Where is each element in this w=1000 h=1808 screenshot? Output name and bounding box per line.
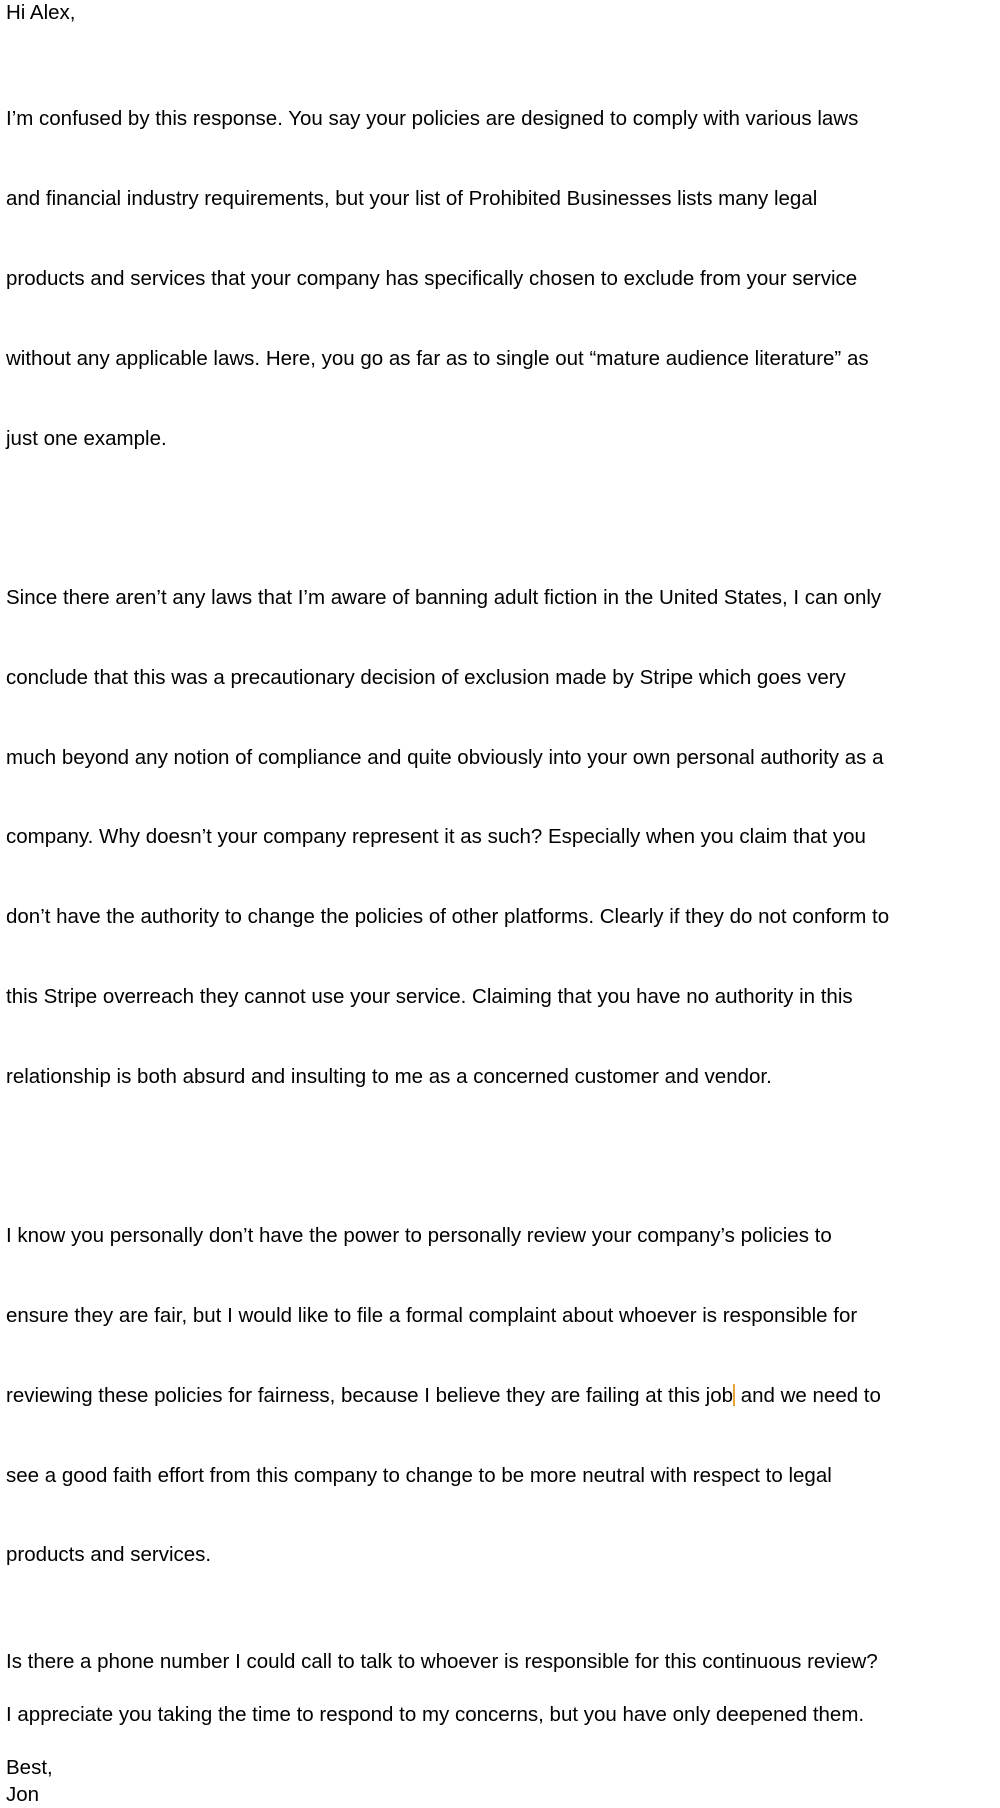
blank-line: [6, 1622, 996, 1649]
paragraph-3-line: I know you personally don’t have the power to personally review your company’s policies to: [6, 1224, 832, 1248]
blank-line: [6, 1144, 996, 1171]
paragraph-4: Is there a phone number I could call to talk to whoever is responsible for this continuous review?: [6, 1649, 878, 1673]
paragraph-1: [6, 53, 996, 505]
email-body-editor[interactable]: [6, 0, 996, 1808]
blank-line: [6, 27, 996, 54]
paragraph-1-line: products and services that your company has specifically chosen to exclude from your service: [6, 266, 858, 290]
paragraph-1-line: just one example.: [6, 426, 167, 450]
paragraph-5: I appreciate you taking the time to respond to my concerns, but you have only deepened them.: [6, 1703, 865, 1726]
closing: Best,: [6, 1756, 53, 1780]
paragraph-2-line: much beyond any notion of compliance and quite obviously into your own personal authority as a: [6, 745, 884, 769]
paragraph-3-line: products and services.: [6, 1543, 212, 1567]
paragraph-3-line: see a good faith effort from this company to change to be more neutral with respect to legal: [6, 1463, 832, 1487]
greeting: Hi Alex,: [6, 1, 76, 24]
paragraph-1-line: and financial industry requirements, but your list of Prohibited Businesses lists many legal: [6, 187, 818, 211]
paragraph-3-line-with-caret: [6, 1383, 996, 1410]
paragraph-1-line: I’m confused by this response. You say your policies are designed to comply with various laws: [6, 107, 859, 131]
paragraph-2-line: Since there aren’t any laws that I’m aware of banning adult fiction in the United States, I can only: [6, 586, 882, 610]
blank-line: [6, 505, 996, 532]
blank-line: [6, 1729, 996, 1756]
text-before-caret: reviewing these policies for fairness, because I believe they are failing at this job: [6, 1383, 734, 1407]
paragraph-3: [6, 1170, 996, 1622]
text-after-caret: and we need to: [735, 1383, 881, 1407]
paragraph-2-line: this Stripe overreach they cannot use your service. Claiming that you have no authority in this: [6, 984, 853, 1008]
paragraph-3-line: ensure they are fair, but I would like to file a formal complaint about whoever is responsible for: [6, 1304, 858, 1328]
paragraph-2-line: relationship is both absurd and insulting to me as a concerned customer and vendor.: [6, 1064, 772, 1088]
paragraph-2-line: company. Why doesn’t your company represent it as such? Especially when you claim that you: [6, 825, 866, 849]
signature: Jon: [6, 1782, 40, 1806]
blank-line: [6, 1675, 996, 1702]
paragraph-1-line: without any applicable laws. Here, you go as far as to single out “mature audience literature” as: [6, 346, 869, 370]
paragraph-2-line: conclude that this was a precautionary decision of exclusion made by Stripe which goes very: [6, 665, 846, 689]
paragraph-2: [6, 532, 996, 1144]
paragraph-2-line: don’t have the authority to change the policies of other platforms. Clearly if they do not conform to: [6, 905, 890, 929]
